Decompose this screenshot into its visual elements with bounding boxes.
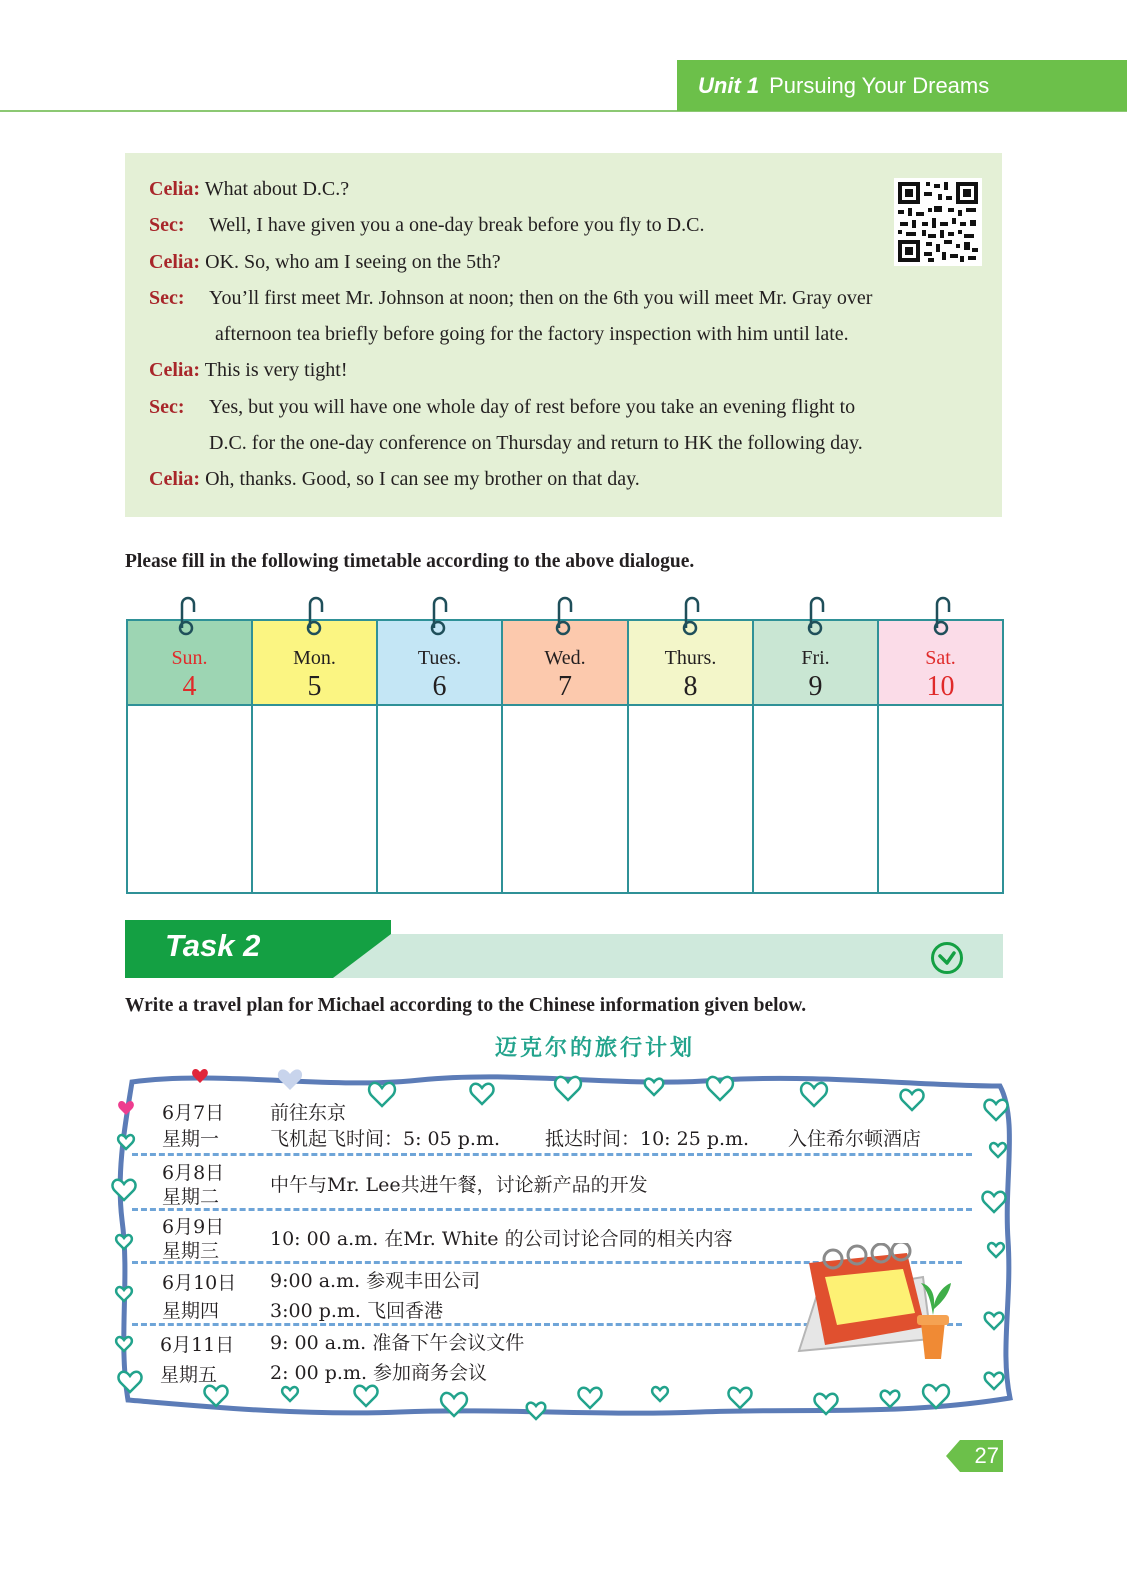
speaker-sec: Sec: [149,396,185,418]
unit-title: Pursuing Your Dreams [769,73,990,98]
dialogue-line-8 [209,432,863,455]
dialogue-line-6 [149,359,348,382]
day-name: Mon. [293,647,336,669]
task-instruction: Write a travel plan for Michael according to the Chinese information given below. [125,995,807,1016]
plan-item: 入住希尔顿酒店 [788,1128,922,1150]
dialogue-line-1 [149,178,349,201]
plan-item: 飞机起飞时间：5: 05 p.m. [270,1128,501,1150]
day-name: Sat. [925,647,956,669]
row-divider [132,1153,972,1156]
day-date: 6 [432,671,447,702]
day-date: 5 [307,671,322,702]
plan-date: 6月9日 [162,1216,225,1238]
ring-icon [304,590,328,638]
day-cell-sat[interactable] [877,704,1004,894]
day-cell-mon[interactable] [251,704,378,894]
day-name: Tues. [417,647,462,669]
timetable-instruction: Please fill in the following timetable according to the above dialogue. [125,551,695,572]
day-name: Thurs. [664,647,717,669]
dialogue-text: This is very tight! [204,359,348,381]
plan-item: 前往东京 [270,1102,347,1124]
dialogue-line-3 [149,251,501,274]
speaker-celia: Celia: [149,468,201,490]
day-date: 9 [808,671,823,702]
speaker-sec: Sec: [149,214,185,236]
ring-icon [428,590,452,638]
day-date: 10 [926,671,955,702]
plan-weekday: 星期二 [162,1186,220,1208]
row-divider [132,1208,972,1211]
speaker-celia: Celia: [149,359,201,381]
unit-label: Unit 1 [698,73,760,98]
plan-item: 3:00 p.m. 飞回香港 [270,1300,444,1322]
desk-calendar-icon [795,1243,955,1363]
plan-item: 9:00 a.m. 参观丰田公司 [270,1270,481,1292]
check-circle-icon [930,941,964,975]
ring-icon [553,590,577,638]
plan-item: 9: 00 a.m. 准备下午会议文件 [270,1332,525,1354]
plan-weekday: 星期三 [162,1240,220,1262]
dialogue-line-7 [149,396,855,419]
plan-weekday: 星期一 [162,1128,220,1150]
ring-icon [176,590,200,638]
day-cell-thu[interactable] [627,704,754,894]
plan-weekday: 星期四 [162,1300,220,1322]
dialogue-line-4 [149,287,872,310]
plan-title: 迈克尔的旅行计划 [494,1036,695,1061]
ring-icon [805,590,829,638]
task-title: Task 2 [165,928,261,963]
day-date: 7 [558,671,572,702]
dialogue-text: D.C. for the one-day conference on Thursday and return to HK the following day. [209,432,863,454]
day-cell-tue[interactable] [376,704,503,894]
plan-item: 抵达时间：10: 25 p.m. [545,1128,750,1150]
speaker-celia: Celia: [149,178,201,200]
day-date: 4 [182,671,197,702]
plan-item: 10: 00 a.m. 在Mr. White 的公司讨论合同的相关内容 [270,1228,733,1250]
day-name: Sun. [171,647,208,669]
ring-icon [680,590,704,638]
dialogue-text: You’ll first meet Mr. Johnson at noon; then on the 6th you will meet Mr. Gray over [209,287,873,309]
dialogue-line-2 [149,214,704,237]
day-cell-sun[interactable] [126,704,253,894]
plan-date: 6月11日 [160,1334,235,1356]
day-cell-wed[interactable] [501,704,629,894]
plan-weekday: 星期五 [160,1364,218,1386]
dialogue-text: What about D.C.? [204,178,350,200]
dialogue-text: Well, I have given you a one-day break before you fly to D.C. [209,214,705,236]
plan-item: 中午与Mr. Lee共进午餐，讨论新产品的开发 [270,1174,648,1196]
plan-item: 2: 00 p.m. 参加商务会议 [270,1362,488,1384]
dialogue-line-5 [215,323,849,346]
dialogue-text: OK. So, who am I seeing on the 5th? [205,251,501,273]
dialogue-line-9 [149,468,640,491]
day-name: Fri. [801,647,830,669]
plan-date: 6月7日 [162,1102,225,1124]
ring-icon [931,590,955,638]
speaker-sec: Sec: [149,287,185,309]
unit-header [677,60,1127,111]
day-name: Wed. [544,647,586,669]
day-cell-fri[interactable] [752,704,879,894]
speaker-celia: Celia: [149,251,201,273]
dialogue-text: Yes, but you will have one whole day of rest before you take an evening flight to [209,396,856,418]
plan-date: 6月10日 [162,1272,237,1294]
day-date: 8 [683,671,698,702]
qr-code-icon [894,178,982,266]
plan-date: 6月8日 [162,1162,225,1184]
dialogue-text: Oh, thanks. Good, so I can see my brother on that day. [205,468,640,490]
page-number: 27 [960,1440,1003,1472]
dialogue-text: afternoon tea briefly before going for the factory inspection with him until late. [215,323,849,345]
